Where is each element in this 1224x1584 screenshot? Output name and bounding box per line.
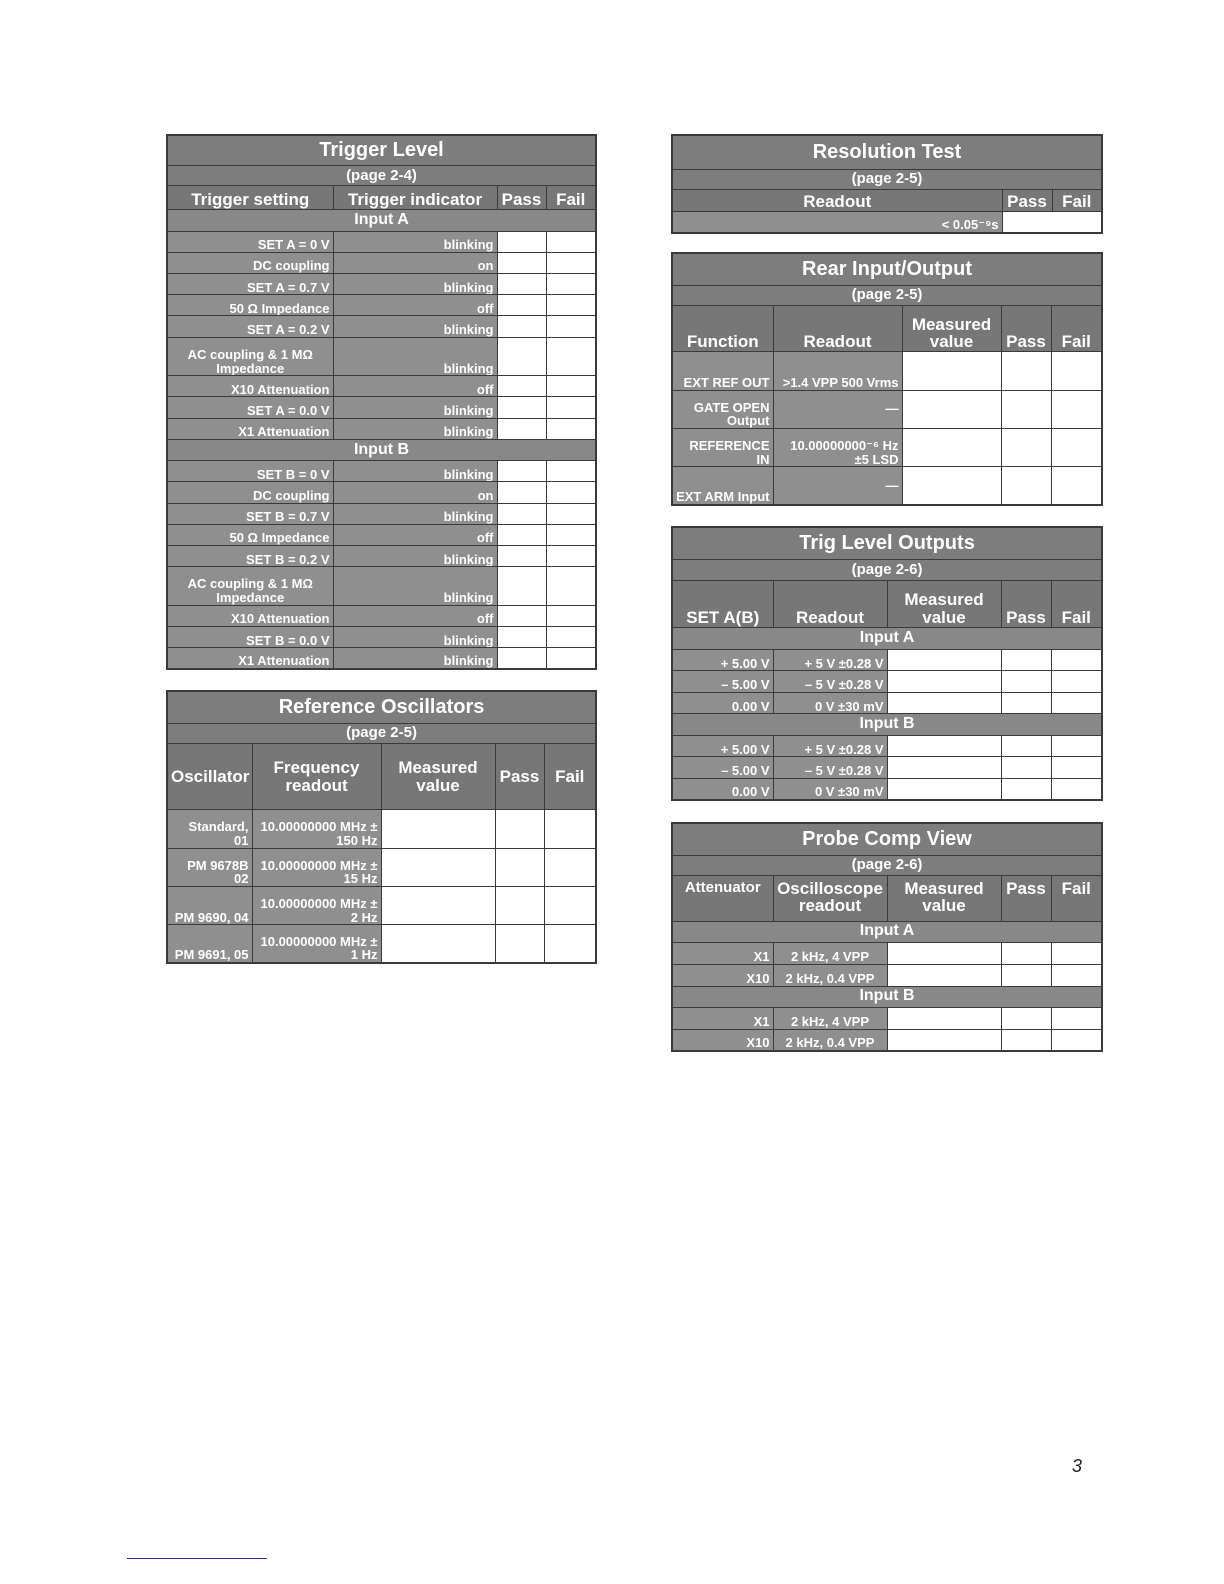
fail-checkbox[interactable] (546, 231, 596, 252)
set-value-label: – 5.00 V (672, 671, 773, 693)
header-fail: Fail (1051, 305, 1102, 351)
fail-checkbox[interactable] (544, 886, 596, 924)
pass-checkbox[interactable] (497, 503, 546, 524)
indicator-value: blinking (333, 546, 497, 567)
pass-checkbox[interactable] (497, 626, 546, 647)
measured-value-field[interactable] (887, 964, 1001, 986)
setting-label: AC coupling & 1 MΩ Impedance (167, 567, 333, 605)
pass-checkbox[interactable] (495, 925, 544, 963)
fail-checkbox[interactable] (546, 605, 596, 626)
footer-rule (127, 1558, 267, 1559)
fail-checkbox[interactable] (546, 524, 596, 545)
frequency-readout: 10.00000000 MHz ± 15 Hz (252, 848, 381, 886)
readout-value: – 5 V ±0.28 V (773, 757, 887, 779)
indicator-value: on (333, 482, 497, 503)
readout-value: + 5 V ±0.28 V (773, 649, 887, 671)
header-set-ab: SET A(B) (672, 580, 773, 627)
measured-value-field[interactable] (902, 352, 1001, 390)
set-value-label: + 5.00 V (672, 735, 773, 757)
page-number: 3 (1072, 1456, 1083, 1476)
set-value-label: + 5.00 V (672, 649, 773, 671)
fail-checkbox[interactable] (1051, 671, 1102, 693)
function-label: GATE OPEN Output (672, 390, 773, 428)
fail-checkbox[interactable] (546, 648, 596, 669)
pass-checkbox[interactable] (1001, 428, 1051, 466)
frequency-readout: 10.00000000 MHz ± 150 Hz (252, 810, 381, 848)
readout-value: >1.4 VPP 500 Vrms (773, 352, 902, 390)
readout-value: 0 V ±30 mV (773, 778, 887, 800)
pass-checkbox[interactable] (497, 231, 546, 252)
setting-label: SET A = 0.7 V (167, 274, 333, 295)
header-readout: Readout (672, 189, 1002, 211)
header-measured-value: Measured value (887, 875, 1001, 921)
table-title: Probe Comp View (672, 823, 1102, 855)
resolution-test-panel (671, 134, 1101, 232)
table-page-ref: (page 2-5) (672, 169, 1102, 189)
fail-checkbox[interactable] (546, 461, 596, 482)
pass-checkbox[interactable] (1001, 390, 1051, 428)
measured-value-field[interactable] (887, 778, 1001, 800)
fail-checkbox[interactable] (1051, 757, 1102, 779)
header-pass: Pass (1001, 305, 1051, 351)
probe-comp-view-table (671, 822, 1103, 1052)
header-pass: Pass (495, 743, 544, 809)
header-pass: Pass (1001, 580, 1051, 627)
table-page-ref: (page 2-5) (167, 723, 596, 743)
indicator-value: blinking (333, 626, 497, 647)
section-input-b: Input B (167, 439, 596, 460)
fail-checkbox[interactable] (544, 810, 596, 848)
header-pass: Pass (1001, 875, 1051, 921)
pass-checkbox[interactable] (497, 418, 546, 439)
measured-value-field[interactable] (902, 428, 1001, 466)
pass-checkbox[interactable] (1001, 757, 1051, 779)
setting-label: SET B = 0.7 V (167, 503, 333, 524)
indicator-value: blinking (333, 316, 497, 337)
resolution-test-table (671, 134, 1103, 234)
attenuator-label: X10 (672, 964, 773, 986)
readout-value: — (773, 390, 902, 428)
trigger-level-panel (166, 134, 595, 670)
measured-value-field[interactable] (902, 467, 1001, 505)
section-input-b: Input B (672, 714, 1102, 736)
fail-checkbox[interactable] (544, 848, 596, 886)
frequency-readout: 10.00000000 MHz ± 2 Hz (252, 886, 381, 924)
setting-label: 50 Ω Impedance (167, 524, 333, 545)
section-input-a: Input A (672, 921, 1102, 942)
trig-level-outputs-panel (671, 526, 1101, 801)
header-oscillator: Oscillator (167, 743, 252, 809)
header-readout: Readout (773, 305, 902, 351)
pass-checkbox[interactable] (1001, 778, 1051, 800)
readout-value: 10.00000000⁻⁶ Hz ±5 LSD (773, 428, 902, 466)
indicator-value: blinking (333, 567, 497, 605)
indicator-value: blinking (333, 461, 497, 482)
pass-checkbox[interactable] (497, 295, 546, 316)
attenuator-label: X1 (672, 1007, 773, 1029)
setting-label: X1 Attenuation (167, 648, 333, 669)
pass-checkbox[interactable] (1001, 467, 1051, 505)
measured-value-field[interactable] (887, 1007, 1001, 1029)
table-title: Resolution Test (672, 135, 1102, 169)
setting-label: 50 Ω Impedance (167, 295, 333, 316)
fail-checkbox[interactable] (546, 337, 596, 375)
header-fail: Fail (1051, 875, 1102, 921)
pass-fail-field[interactable] (1002, 211, 1102, 233)
oscillator-label: PM 9691, 05 (167, 925, 252, 963)
setting-label: SET B = 0.0 V (167, 626, 333, 647)
measured-value-field[interactable] (887, 757, 1001, 779)
indicator-value: off (333, 605, 497, 626)
fail-checkbox[interactable] (546, 316, 596, 337)
set-value-label: – 5.00 V (672, 757, 773, 779)
pass-checkbox[interactable] (497, 252, 546, 273)
pass-checkbox[interactable] (1001, 671, 1051, 693)
header-fail: Fail (546, 186, 596, 210)
measured-value-field[interactable] (887, 1029, 1001, 1051)
fail-checkbox[interactable] (546, 567, 596, 605)
section-input-a: Input A (672, 628, 1102, 650)
pass-checkbox[interactable] (497, 648, 546, 669)
readout-value: + 5 V ±0.28 V (773, 735, 887, 757)
set-value-label: 0.00 V (672, 778, 773, 800)
measured-value-field[interactable] (887, 735, 1001, 757)
pass-checkbox[interactable] (497, 337, 546, 375)
rear-io-table (671, 252, 1103, 506)
pass-checkbox[interactable] (497, 397, 546, 418)
fail-checkbox[interactable] (1051, 1007, 1102, 1029)
pass-checkbox[interactable] (497, 546, 546, 567)
indicator-value: off (333, 524, 497, 545)
pass-checkbox[interactable] (497, 605, 546, 626)
header-measured-value: Measured value (887, 580, 1001, 627)
readout-value: 2 kHz, 0.4 VPP (773, 1029, 887, 1051)
fail-checkbox[interactable] (1051, 735, 1102, 757)
indicator-value: blinking (333, 337, 497, 375)
table-page-ref: (page 2-6) (672, 855, 1102, 875)
table-title: Rear Input/Output (672, 253, 1102, 285)
pass-checkbox[interactable] (1001, 352, 1051, 390)
measured-value-field[interactable] (887, 671, 1001, 693)
readout-value: 2 kHz, 0.4 VPP (773, 964, 887, 986)
setting-label: AC coupling & 1 MΩ Impedance (167, 337, 333, 375)
pass-checkbox[interactable] (497, 376, 546, 397)
header-fail: Fail (1052, 189, 1102, 211)
measured-value-field[interactable] (887, 649, 1001, 671)
fail-checkbox[interactable] (1051, 778, 1102, 800)
table-page-ref: (page 2-4) (167, 165, 596, 185)
header-pass: Pass (497, 186, 546, 210)
pass-checkbox[interactable] (1001, 942, 1051, 964)
setting-label: SET B = 0.2 V (167, 546, 333, 567)
frequency-readout: 10.00000000 MHz ± 1 Hz (252, 925, 381, 963)
header-trigger-indicator: Trigger indicator (333, 186, 497, 210)
function-label: EXT ARM Input (672, 467, 773, 505)
attenuator-label: X10 (672, 1029, 773, 1051)
reference-oscillators-table (166, 690, 597, 964)
function-label: REFERENCE IN (672, 428, 773, 466)
header-oscilloscope-readout: Oscilloscope readout (773, 875, 887, 921)
table-title: Trig Level Outputs (672, 527, 1102, 560)
indicator-value: blinking (333, 274, 497, 295)
attenuator-label: X1 (672, 942, 773, 964)
pass-checkbox[interactable] (1001, 692, 1051, 714)
measured-value-field[interactable] (381, 886, 495, 924)
section-input-a: Input A (167, 210, 596, 231)
fail-checkbox[interactable] (546, 482, 596, 503)
pass-checkbox[interactable] (495, 810, 544, 848)
header-fail: Fail (544, 743, 596, 809)
setting-label: SET A = 0.2 V (167, 316, 333, 337)
readout-value: 2 kHz, 4 VPP (773, 942, 887, 964)
fail-checkbox[interactable] (1051, 467, 1102, 505)
readout-value: — (773, 467, 902, 505)
measured-value-field[interactable] (887, 692, 1001, 714)
reference-oscillators-panel (166, 690, 595, 964)
indicator-value: blinking (333, 648, 497, 669)
header-measured-value: Measured value (381, 743, 495, 809)
header-readout: Readout (773, 580, 887, 627)
measured-value-field[interactable] (381, 848, 495, 886)
fail-checkbox[interactable] (546, 274, 596, 295)
fail-checkbox[interactable] (546, 376, 596, 397)
function-label: EXT REF OUT (672, 352, 773, 390)
fail-checkbox[interactable] (1051, 390, 1102, 428)
readout-value: 2 kHz, 4 VPP (773, 1007, 887, 1029)
fail-checkbox[interactable] (546, 295, 596, 316)
fail-checkbox[interactable] (1051, 964, 1102, 986)
readout-value: 0 V ±30 mV (773, 692, 887, 714)
fail-checkbox[interactable] (1051, 1029, 1102, 1051)
indicator-value: off (333, 376, 497, 397)
pass-checkbox[interactable] (1001, 1029, 1051, 1051)
pass-checkbox[interactable] (497, 316, 546, 337)
pass-checkbox[interactable] (495, 886, 544, 924)
fail-checkbox[interactable] (546, 252, 596, 273)
fail-checkbox[interactable] (546, 626, 596, 647)
pass-checkbox[interactable] (495, 848, 544, 886)
header-attenuator: Attenuator (672, 875, 773, 921)
trigger-level-table (166, 134, 597, 670)
fail-checkbox[interactable] (1051, 692, 1102, 714)
header-measured-value: Measured value (902, 305, 1001, 351)
indicator-value: blinking (333, 397, 497, 418)
table-page-ref: (page 2-5) (672, 285, 1102, 305)
indicator-value: off (333, 295, 497, 316)
header-trigger-setting: Trigger setting (167, 186, 333, 210)
setting-label: X10 Attenuation (167, 376, 333, 397)
fail-checkbox[interactable] (1051, 352, 1102, 390)
indicator-value: on (333, 252, 497, 273)
oscillator-label: PM 9690, 04 (167, 886, 252, 924)
setting-label: SET B = 0 V (167, 461, 333, 482)
set-value-label: 0.00 V (672, 692, 773, 714)
pass-checkbox[interactable] (497, 274, 546, 295)
rear-io-panel (671, 252, 1101, 506)
header-pass: Pass (1002, 189, 1052, 211)
header-fail: Fail (1051, 580, 1102, 627)
section-input-b: Input B (672, 986, 1102, 1007)
pass-checkbox[interactable] (497, 567, 546, 605)
probe-comp-view-panel (671, 822, 1101, 1051)
setting-label: X1 Attenuation (167, 418, 333, 439)
oscillator-label: Standard, 01 (167, 810, 252, 848)
indicator-value: blinking (333, 231, 497, 252)
setting-label: DC coupling (167, 482, 333, 503)
fail-checkbox[interactable] (544, 925, 596, 963)
fail-checkbox[interactable] (546, 397, 596, 418)
pass-checkbox[interactable] (1001, 735, 1051, 757)
fail-checkbox[interactable] (546, 546, 596, 567)
setting-label: SET A = 0.0 V (167, 397, 333, 418)
measured-value-field[interactable] (902, 390, 1001, 428)
resolution-readout: < 0.05⁻⁹s (672, 211, 1002, 233)
trig-level-outputs-table (671, 526, 1103, 801)
setting-label: X10 Attenuation (167, 605, 333, 626)
fail-checkbox[interactable] (546, 503, 596, 524)
pass-checkbox[interactable] (497, 461, 546, 482)
fail-checkbox[interactable] (546, 418, 596, 439)
pass-checkbox[interactable] (1001, 1007, 1051, 1029)
pass-checkbox[interactable] (497, 524, 546, 545)
pass-checkbox[interactable] (1001, 964, 1051, 986)
setting-label: SET A = 0 V (167, 231, 333, 252)
indicator-value: blinking (333, 503, 497, 524)
fail-checkbox[interactable] (1051, 428, 1102, 466)
oscillator-label: PM 9678B 02 (167, 848, 252, 886)
fail-checkbox[interactable] (1051, 942, 1102, 964)
indicator-value: blinking (333, 418, 497, 439)
setting-label: DC coupling (167, 252, 333, 273)
pass-checkbox[interactable] (497, 482, 546, 503)
table-page-ref: (page 2-6) (672, 560, 1102, 581)
measured-value-field[interactable] (381, 810, 495, 848)
table-title: Reference Oscillators (167, 691, 596, 723)
measured-value-field[interactable] (381, 925, 495, 963)
header-frequency-readout: Frequency readout (252, 743, 381, 809)
table-title: Trigger Level (167, 135, 596, 165)
header-function: Function (672, 305, 773, 351)
fail-checkbox[interactable] (1051, 649, 1102, 671)
readout-value: – 5 V ±0.28 V (773, 671, 887, 693)
measured-value-field[interactable] (887, 942, 1001, 964)
pass-checkbox[interactable] (1001, 649, 1051, 671)
